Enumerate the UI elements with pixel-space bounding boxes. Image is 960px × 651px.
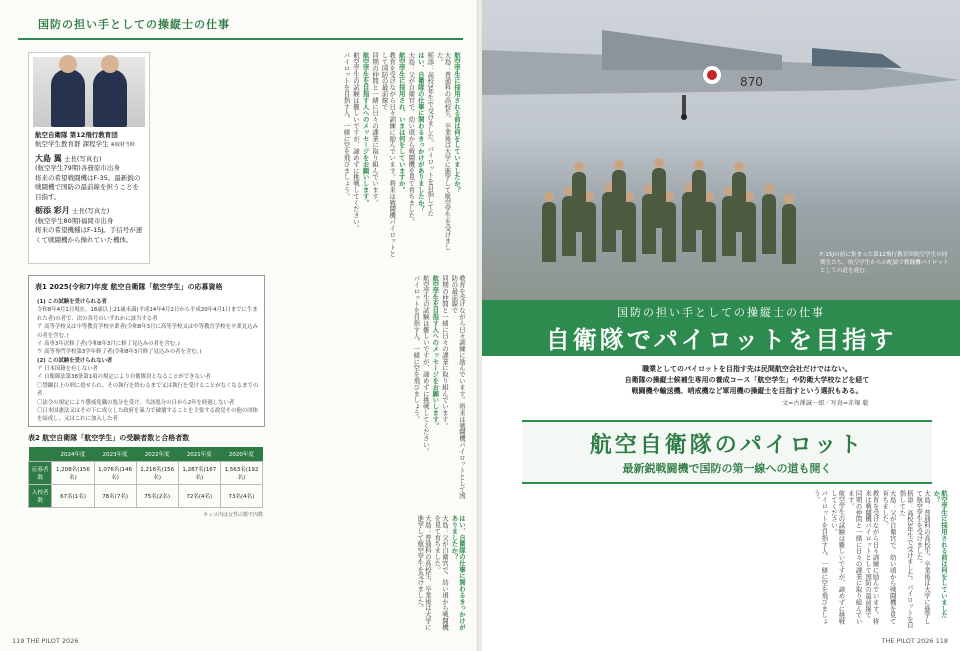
- text-col: 教育を受けながら日々訓練に励んでいます。将来は戦闘機パイロットとして国防の最前線で: [864, 490, 880, 625]
- person-right: [93, 69, 127, 127]
- table-row: [29, 462, 263, 485]
- qual-line: (1) この試験を受けられる者: [37, 299, 107, 305]
- qual-line: 〇禁錮以上の刑に処せられ、その執行を終わるまで又は執行を受けることがなくなるまでの者: [37, 382, 259, 398]
- left-page-number: 119: [12, 637, 25, 645]
- right-page-number: 118: [935, 637, 948, 645]
- right-magazine: THE PILOT 2026: [881, 637, 934, 645]
- text-col: 大島：父が自衛官で、幼い頃から戦闘機を見て育ちました。: [407, 52, 416, 225]
- profile-name1-rank: 士長(写真右): [63, 154, 102, 163]
- table-cell: 1,287名(167名): [178, 462, 220, 485]
- table-cell: 78名(7名): [94, 485, 136, 508]
- table-title: 表2 航空自衛隊「航空学生」の受験者数と合格者数: [28, 434, 190, 442]
- table-header: 2022年度: [136, 447, 178, 462]
- qual-line: イ 自衛隊法第38条第1項の規定により自衛隊員となることができない者: [37, 374, 211, 381]
- section-subtitle: 最新鋭戦闘機で国防の第一線への道も開く: [622, 462, 832, 475]
- table-cell: 1,076名(146名): [94, 462, 136, 485]
- jet-illustration: [482, 10, 960, 120]
- hero-photo: [482, 0, 960, 300]
- profile-name2: 栃添 彩月: [35, 206, 70, 216]
- table-header: 2021年度: [178, 447, 220, 462]
- profile-photo: [33, 57, 145, 127]
- text-col: 大島：普通科の高校生、卒業後は大学に進学して航空学生を受けました。: [915, 490, 931, 625]
- text-col: 大島：父が自衛官で、幼い頃から戦闘機を見て育ちました。: [433, 515, 449, 631]
- text-col: 航空学生の試験は難しいですが、諦めずに挑戦してください。: [829, 490, 846, 625]
- text-col: はい、自衛隊の仕事に関わるきっかけがありましたか？: [450, 515, 466, 631]
- main-text-right: [502, 490, 947, 630]
- table-row: [29, 485, 263, 508]
- hero-caption: F-15Jの前に集まった第12飛行教育団航空学生の同期生たち。航空学生からの配属で戦闘機パイロットとしての道を進む。: [820, 252, 949, 274]
- text-col: 同期の仲間と一緒に日々の課業に取り組んでいます。: [440, 275, 449, 429]
- crew-member: [732, 172, 746, 232]
- jet-number: 870: [740, 75, 763, 89]
- crew-member: [572, 172, 586, 232]
- table-header: [29, 447, 52, 462]
- profile-unit: 航空自衛隊 第12飛行教育団: [35, 131, 118, 139]
- text-col: 航空学生の試験は難しいですが、諦めずに挑戦してください。: [351, 52, 360, 232]
- text-col: 大島：普通科の高校生、卒業後は大学に進学して航空学生を受けました。: [416, 515, 432, 631]
- text-col: 栃添：高校3年生で受けました。パイロットを目指してた: [898, 490, 914, 629]
- qual-line: 令和8年4月1日現在、18歳以上21歳未満(平成14年4月2日から平成20年4月1日までに生まれた者)の者で、次の各号のいずれかに該当する者: [37, 307, 258, 322]
- table-header: 2023年度: [94, 447, 136, 462]
- profile-text: [35, 131, 145, 245]
- table-header: 2020年度: [220, 447, 262, 462]
- qualification-box: [28, 275, 265, 427]
- crew-member: [612, 170, 626, 230]
- crew-member: [652, 168, 666, 228]
- left-header-text: 国防の担い手としての操縦士の仕事: [38, 18, 230, 31]
- profile-name1-desc: (航空学生79期)各務原市出身 将来の希望戦闘機はF-35。最新鋭の戦闘機で国防の最前線を担うことを目指す。: [35, 164, 141, 201]
- applicants-table: [28, 433, 263, 518]
- text-col: はい、自衛隊の仕事に関わるきっかけがありましたか？: [416, 52, 425, 212]
- text-col: 航空学生を目指す人へのメッセージをお願いします。: [431, 275, 440, 429]
- text-col: 航空学生に採用される前は何をしていましたか？: [453, 52, 461, 193]
- profile-unit-note: ※取材当時: [110, 142, 135, 149]
- page-title: 自衛隊でパイロットを目指す: [545, 326, 897, 354]
- row-label: 入校者数: [29, 485, 52, 508]
- row-label: 応募者数: [29, 462, 52, 485]
- table-cell: 72名(4名): [178, 485, 220, 508]
- left-page: [0, 0, 478, 651]
- qual-line: 〇日本国憲法又はその下に成立した政府を暴力で破壊することを主張する政党その他の団体を結成し、又はこれに加入した者: [37, 407, 259, 423]
- lead-line: 自衛隊の操縦士候補生専用の養成コース「航空学生」や防衛大学校などを経て: [624, 376, 870, 385]
- qual-line: 〇法令の規定により懲戒免職の処分を受け、当該処分の日から2年を経過しない者: [37, 399, 235, 406]
- crew-member: [762, 194, 776, 254]
- text-col: パイロットを目指す人、一緒に空を飛びましょう。: [342, 52, 351, 200]
- table-cell: 73名(4名): [220, 485, 262, 508]
- text-col: 同期の仲間と一緒に日々の課業に取り組んでいます。: [846, 490, 863, 625]
- profile-card: [28, 52, 150, 264]
- text-col: 航空学生に採用され、いまは何をしていますか。: [397, 52, 406, 193]
- table-header: 2024年度: [52, 447, 94, 462]
- table-cell: 1,208名(156名): [52, 462, 94, 485]
- right-page: [482, 0, 960, 651]
- table: [28, 447, 263, 508]
- table-cell: 75名(2名): [136, 485, 178, 508]
- crew-group: [542, 162, 802, 282]
- interview-text: [160, 52, 460, 262]
- text-col: パイロットを目指す人、一緒に空を飛びましょう。: [812, 490, 829, 625]
- profile-name1: 大島 翼: [35, 153, 62, 163]
- text-col: 大島：普通科の高校生、卒業後は大学に進学して航空学生を受けました。: [435, 52, 452, 251]
- lead-line: 戦闘機や輸送機、哨戒機など軍用機の操縦士を目指すという選択もある。: [631, 387, 863, 396]
- table-cell: 1,563名(192名): [220, 462, 262, 485]
- profile-name2-rank: 士長(写真左): [71, 207, 110, 216]
- qual-line: イ 高専3年次修了者(令和8年3月に修了見込みの者を含む。): [37, 340, 180, 347]
- right-footer: [882, 637, 948, 645]
- main-text-left-lower: [275, 515, 465, 635]
- table-note: カッコ内は女性の数で内数: [203, 512, 263, 518]
- left-header: [18, 12, 463, 40]
- crew-member: [542, 202, 556, 262]
- text-col: 大島：父が自衛官で、幼い頃から戦闘機を見て育ちました。: [881, 490, 897, 625]
- title-band: [482, 300, 960, 356]
- text-col: 同期の仲間と一緒に日々の課業に取り組んでいます。: [371, 52, 380, 206]
- lead-text: [542, 364, 952, 398]
- left-footer: [12, 637, 78, 645]
- lead-line: 職業としてのパイロットを目指す先は民間航空会社だけではない。: [642, 365, 852, 373]
- qual-line: ア 高等学校又は中等教育学校卒業者(令和8年3月に高等学校又は中等教育学校を卒業見込みの者を含む。): [37, 324, 258, 339]
- table-cell: 1,216名(156名): [136, 462, 178, 485]
- text-col: 栃添：高校3年生で受けました。パイロットを目指してた: [426, 52, 435, 217]
- table-cell: 67名(1名): [52, 485, 94, 508]
- profile-unit-sub: 航空学生教育群 課程学生: [35, 140, 109, 149]
- text-col: 航空学生の試験は難しいですが、諦めずに挑戦してください。: [421, 275, 430, 455]
- person-left: [51, 69, 85, 127]
- qual-line: (2) この試験を受けられない者: [37, 357, 113, 364]
- text-col: 教育を受けながら日々訓練に励んでいます。将来は戦闘機パイロットとして国防の最前線で: [380, 52, 397, 257]
- section-title: 航空自衛隊のパイロット: [589, 433, 865, 458]
- table-header-row: [29, 447, 263, 462]
- text-col: パイロットを目指す人、一緒に空を飛びましょう。: [412, 275, 421, 423]
- qualification-body: [37, 298, 259, 424]
- crew-member: [692, 170, 706, 230]
- section-heading: [522, 420, 932, 484]
- crew-member: [782, 204, 796, 264]
- credit: 文=古澤誠一郎／写真=赤塚 聡: [782, 400, 869, 407]
- qual-line: ア 日本国籍を有しない者: [37, 366, 99, 372]
- text-col: 教育を受けながら日々訓練に励んでいます。将来は戦闘機パイロットとして国防の最前線で: [450, 275, 466, 499]
- left-magazine: THE PILOT 2026: [26, 637, 79, 645]
- main-text-left: [275, 275, 465, 505]
- qualification-title: 表1 2025(令和7)年度 航空自衛隊「航空学生」の応募資格: [35, 283, 223, 291]
- text-col: 航空学生に採用される前は何をしていましたか？: [932, 490, 948, 618]
- text-col: 航空学生を目指す人へのメッセージをお願いします。: [361, 52, 370, 206]
- band-subtitle: 国防の担い手としての操縦士の仕事: [617, 306, 825, 319]
- profile-name2-desc: (航空学生80期)福岡市出身 将来の希望機種はF-15J。手信号が速くて戦闘機から操れていた機体。: [35, 216, 143, 244]
- qual-line: ウ 高等専門学校第3学年修了者(令和8年3月修了見込みの者を含む。): [37, 349, 202, 356]
